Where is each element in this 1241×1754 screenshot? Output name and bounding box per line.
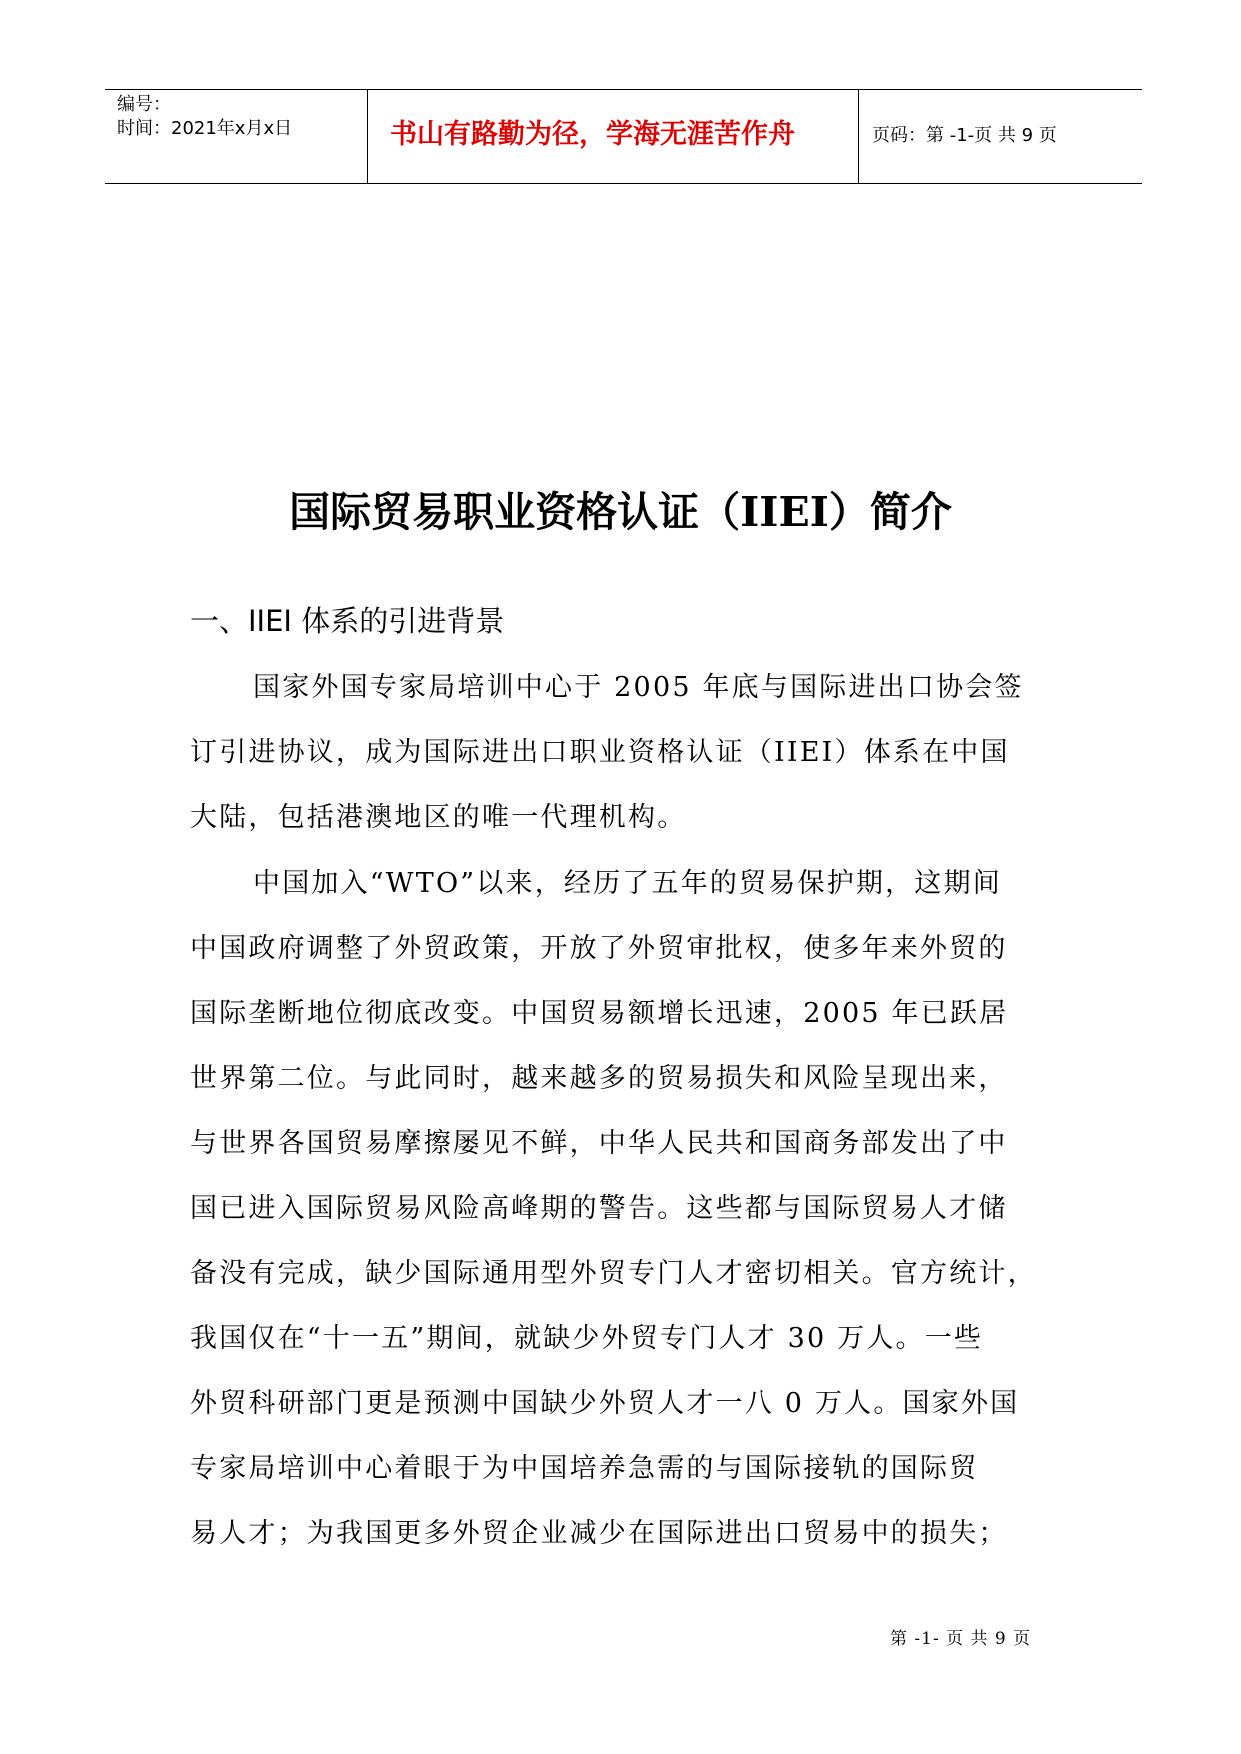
body-line: 订引进协议，成为国际进出口职业资格认证（IIEI）体系在中国 — [190, 737, 1010, 768]
body-line: 国已进入国际贸易风险高峰期的警告。这些都与国际贸易人才储 — [190, 1193, 1008, 1224]
body-line: 中国政府调整了外贸政策，开放了外贸审批权，使多年来外贸的 — [190, 933, 1008, 964]
body-line: 外贸科研部门更是预测中国缺少外贸人才一八 0 万人。国家外国 — [190, 1388, 1020, 1419]
body-line: 大陆，包括港澳地区的唯一代理机构。 — [190, 802, 687, 833]
header-meta-cell — [105, 90, 368, 183]
header-motto-cell — [368, 90, 859, 183]
body-line: 国际垄断地位彻底改变。中国贸易额增长迅速，2005 年已跃居 — [190, 998, 1009, 1029]
page-footer: 第 -1- 页 共 9 页 — [890, 1629, 1032, 1649]
document-number-label: 编号： — [117, 94, 171, 115]
body-line: 国家外国专家局培训中心于 2005 年底与国际进出口协会签 — [253, 672, 1024, 703]
document-title: 国际贸易职业资格认证（IIEI）简介 — [289, 488, 952, 536]
header-page-info: 页码：第 -1-页 共 9 页 — [872, 125, 1057, 146]
body-line: 专家局培训中心着眼于为中国培养急需的与国际接轨的国际贸 — [190, 1453, 979, 1484]
motto-text: 书山有路勤为径，学海无涯苦作舟 — [390, 119, 795, 150]
header-page-cell — [859, 90, 1142, 183]
body-line: 备没有完成，缺少国际通用型外贸专门人才密切相关。官方统计， — [190, 1258, 1037, 1289]
body-line: 世界第二位。与此同时，越来越多的贸易损失和风险呈现出来， — [190, 1063, 1008, 1094]
section-heading: 一、IIEI 体系的引进背景 — [190, 604, 505, 638]
body-line: 与世界各国贸易摩擦屡见不鲜，中华人民共和国商务部发出了中 — [190, 1128, 1008, 1159]
body-line: 我国仅在“十一五”期间，就缺少外贸专门人才 30 万人。一些 — [190, 1323, 984, 1354]
body-line: 易人才；为我国更多外贸企业减少在国际进出口贸易中的损失； — [190, 1518, 1008, 1549]
document-time-label: 时间：2021年x月x日 — [117, 118, 293, 139]
body-line: 中国加入“WTO”以来，经历了五年的贸易保护期，这期间 — [253, 868, 1002, 899]
document-header — [105, 89, 1142, 184]
